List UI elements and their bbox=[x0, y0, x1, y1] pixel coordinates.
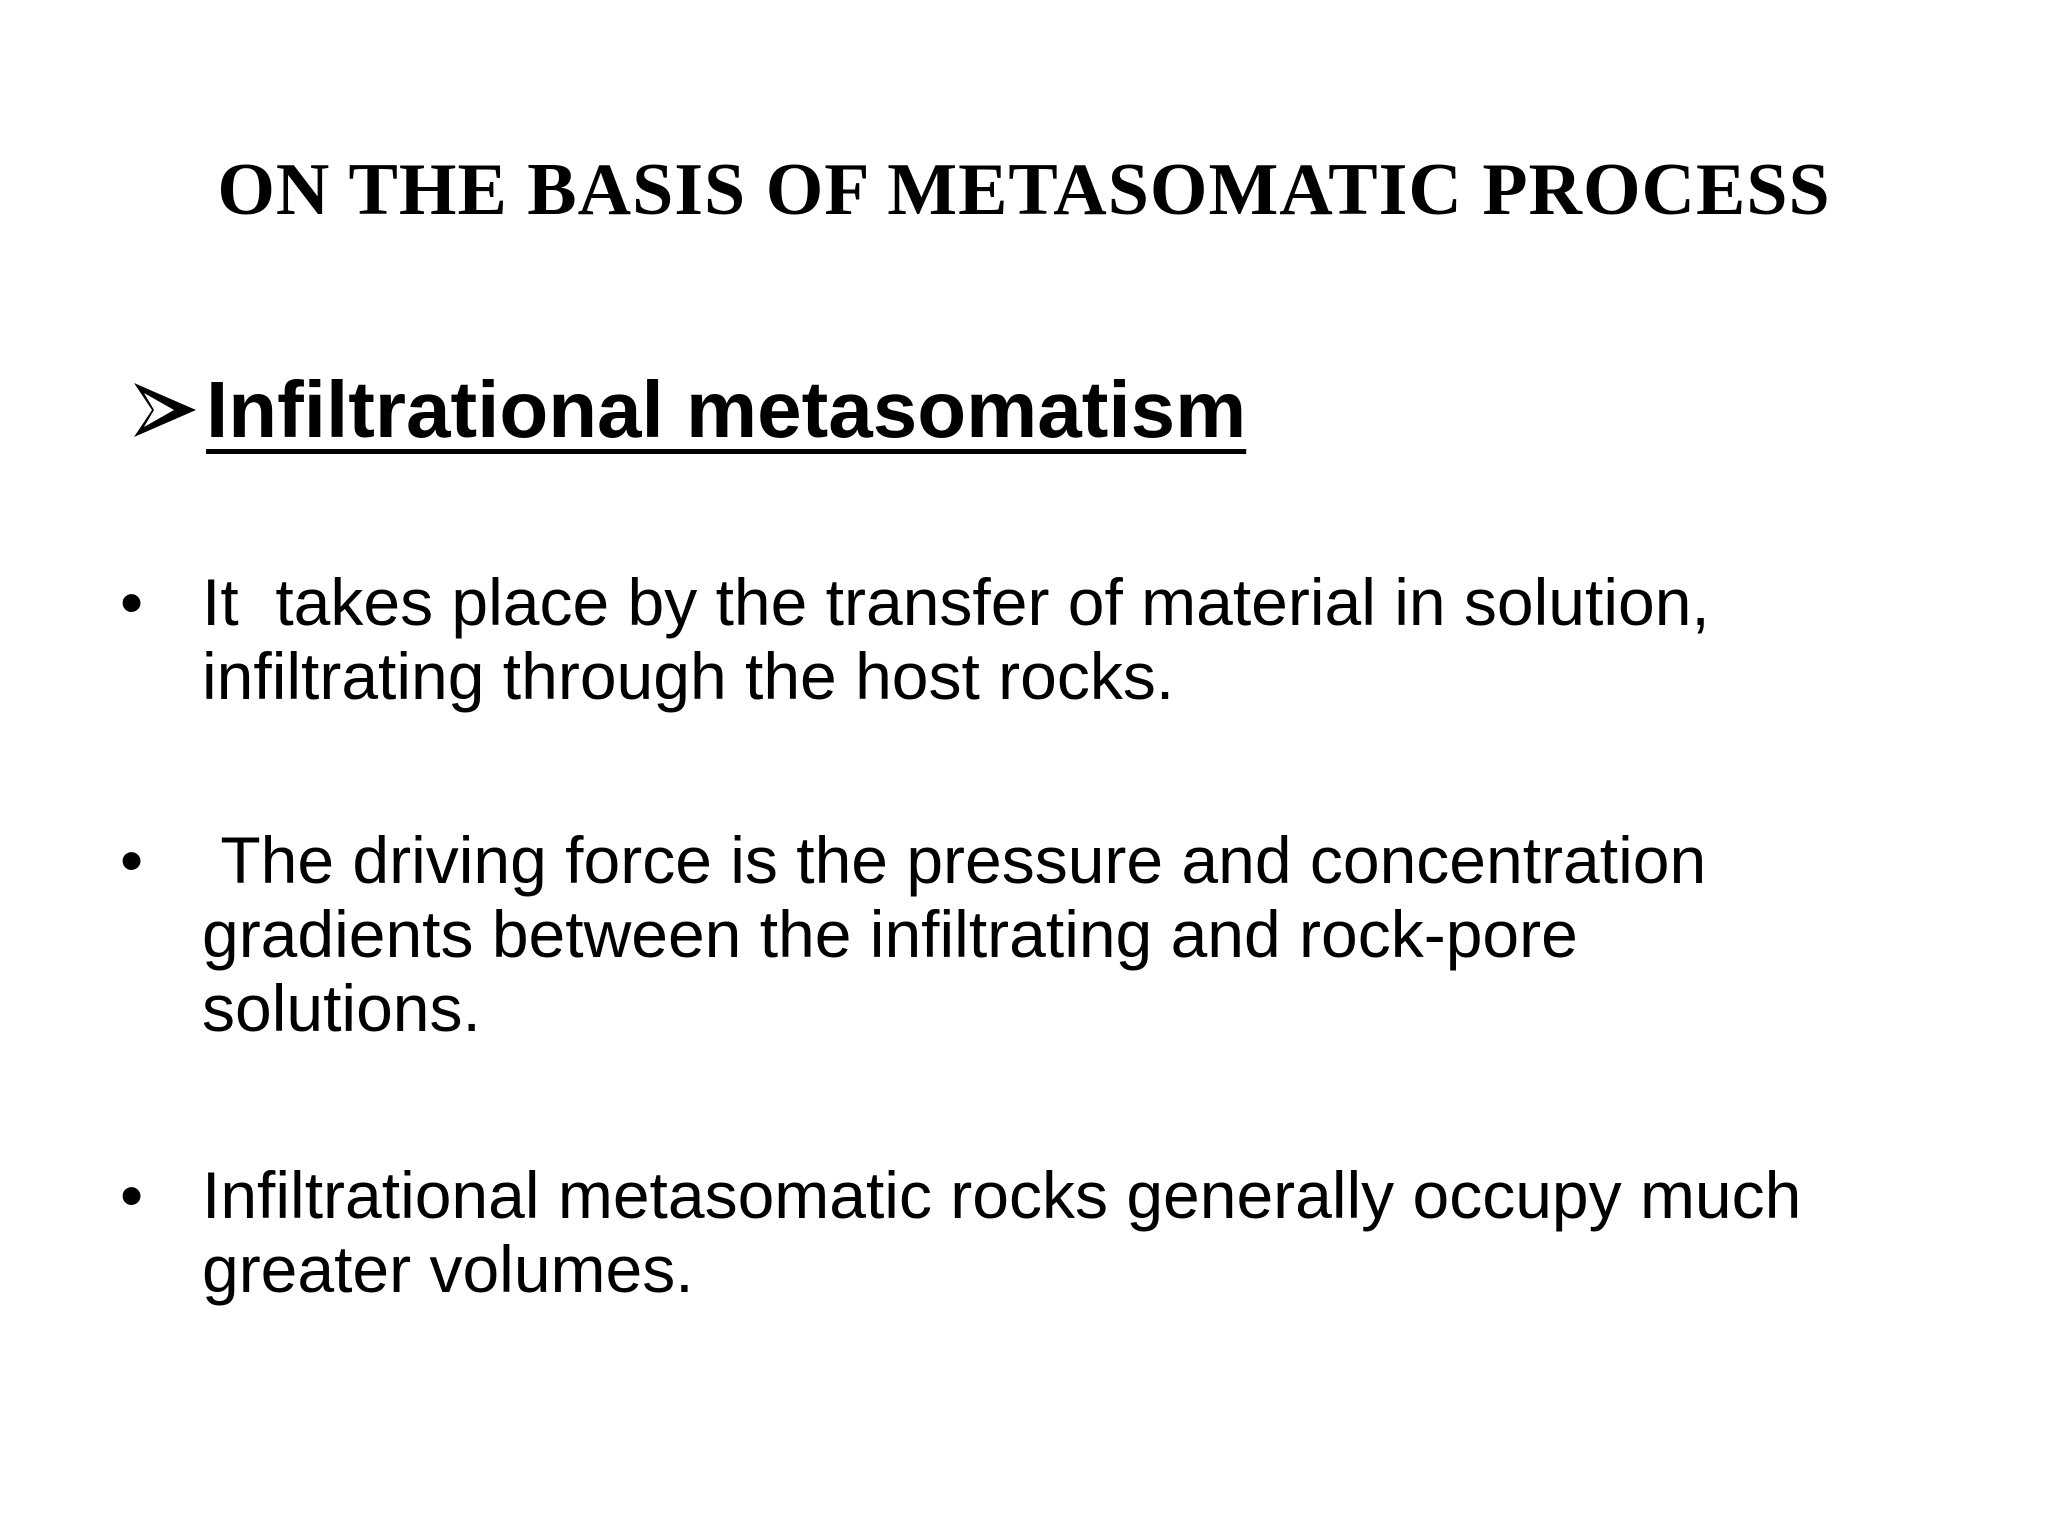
bullet-line: The driving force is the pressure and concentration bbox=[202, 823, 1707, 897]
bullet-line: infiltrating through the host rocks. bbox=[202, 639, 1175, 713]
bullet-dot-icon: • bbox=[120, 565, 144, 639]
bullet-text bbox=[202, 565, 1962, 713]
section-heading-text: Infiltrational metasomatism bbox=[206, 365, 1247, 454]
bullet-dot-icon: • bbox=[120, 823, 144, 897]
bullet-line: gradients between the infiltrating and rock-pore bbox=[202, 897, 1578, 971]
bullet-text bbox=[202, 823, 1962, 1045]
slide-title: ON THE BASIS OF METASOMATIC PROCESS bbox=[217, 149, 1831, 231]
bullet-item bbox=[120, 565, 1980, 713]
bullet-line: greater volumes. bbox=[202, 1232, 694, 1306]
bullet-item bbox=[120, 823, 1980, 1045]
bullet-item bbox=[120, 1158, 1980, 1306]
bullet-line: Infiltrational metasomatic rocks generally occupy much bbox=[202, 1158, 1802, 1232]
bullet-text bbox=[202, 1158, 1962, 1306]
bullet-dot-icon: • bbox=[120, 1158, 144, 1232]
bullet-line: solutions. bbox=[202, 971, 481, 1045]
bullet-line: It takes place by the transfer of material in solution, bbox=[202, 565, 1710, 639]
